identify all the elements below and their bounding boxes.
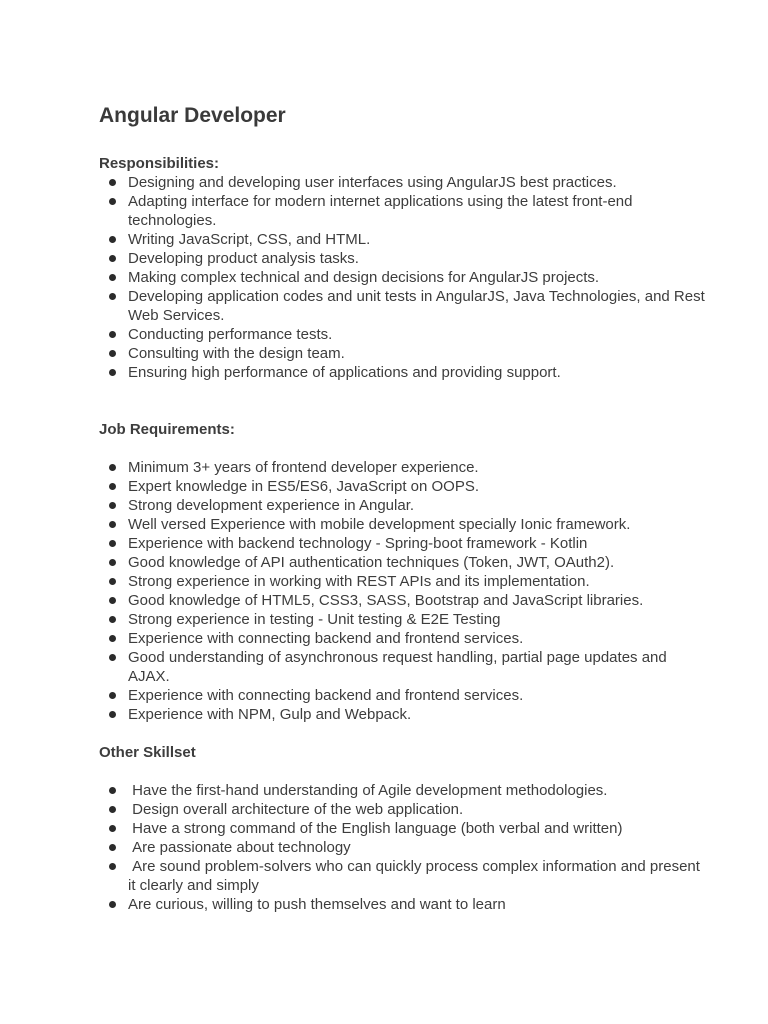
list-item: Experience with backend technology - Spring-boot framework - Kotlin: [99, 534, 708, 553]
bullet-icon: [109, 806, 116, 813]
bullet-icon: [109, 654, 116, 661]
list-item: Are passionate about technology: [99, 838, 708, 857]
list-item: Design overall architecture of the web application.: [99, 800, 708, 819]
other-skillset-list: [99, 781, 708, 914]
list-item: Good knowledge of API authentication techniques (Token, JWT, OAuth2).: [99, 553, 708, 572]
bullet-icon: [109, 236, 116, 243]
bullet-icon: [109, 844, 116, 851]
list-item: Good understanding of asynchronous request handling, partial page updates and AJAX.: [99, 648, 708, 686]
list-item: Adapting interface for modern internet applications using the latest front-end technologies.: [99, 192, 708, 230]
bullet-icon: [109, 901, 116, 908]
list-item: Experience with NPM, Gulp and Webpack.: [99, 705, 708, 724]
list-item: Well versed Experience with mobile development specially Ionic framework.: [99, 515, 708, 534]
bullet-icon: [109, 293, 116, 300]
bullet-icon: [109, 350, 116, 357]
list-item: Strong experience in testing - Unit testing & E2E Testing: [99, 610, 708, 629]
list-item: Developing product analysis tasks.: [99, 249, 708, 268]
bullet-icon: [109, 635, 116, 642]
list-item: Good knowledge of HTML5, CSS3, SASS, Bootstrap and JavaScript libraries.: [99, 591, 708, 610]
bullet-icon: [109, 559, 116, 566]
page-title: Angular Developer: [99, 104, 286, 127]
bullet-icon: [109, 825, 116, 832]
job-requirements-list: [99, 458, 708, 724]
list-item: Consulting with the design team.: [99, 344, 708, 363]
bullet-icon: [109, 597, 116, 604]
list-item: Are curious, willing to push themselves and want to learn: [99, 895, 708, 914]
list-item: Expert knowledge in ES5/ES6, JavaScript on OOPS.: [99, 477, 708, 496]
bullet-icon: [109, 464, 116, 471]
bullet-icon: [109, 863, 116, 870]
bullet-icon: [109, 274, 116, 281]
bullet-icon: [109, 198, 116, 205]
responsibilities-heading: Responsibilities:: [99, 155, 220, 172]
list-item: Strong development experience in Angular.: [99, 496, 708, 515]
bullet-icon: [109, 483, 116, 490]
bullet-icon: [109, 540, 116, 547]
list-item: Designing and developing user interfaces using AngularJS best practices.: [99, 173, 708, 192]
job-requirements-heading: Job Requirements:: [99, 421, 235, 438]
responsibilities-list: [99, 173, 708, 382]
bullet-icon: [109, 711, 116, 718]
bullet-icon: [109, 331, 116, 338]
bullet-icon: [109, 692, 116, 699]
bullet-icon: [109, 521, 116, 528]
list-item: Making complex technical and design decisions for AngularJS projects.: [99, 268, 708, 287]
list-item: Developing application codes and unit tests in AngularJS, Java Technologies, and Rest Web Services.: [99, 287, 708, 325]
list-item: Are sound problem-solvers who can quickly process complex information and present it clearly and simply: [99, 857, 708, 895]
list-item: Minimum 3+ years of frontend developer experience.: [99, 458, 708, 477]
list-item: Strong experience in working with REST APIs and its implementation.: [99, 572, 708, 591]
list-item: Have the first-hand understanding of Agile development methodologies.: [99, 781, 708, 800]
list-item: Experience with connecting backend and frontend services.: [99, 629, 708, 648]
list-item: Conducting performance tests.: [99, 325, 708, 344]
list-item: Writing JavaScript, CSS, and HTML.: [99, 230, 708, 249]
list-item: Ensuring high performance of applications and providing support.: [99, 363, 708, 382]
list-item: Experience with connecting backend and frontend services.: [99, 686, 708, 705]
other-skillset-heading: Other Skillset: [99, 744, 196, 761]
bullet-icon: [109, 578, 116, 585]
list-item: Have a strong command of the English language (both verbal and written): [99, 819, 708, 838]
bullet-icon: [109, 255, 116, 262]
bullet-icon: [109, 616, 116, 623]
bullet-icon: [109, 179, 116, 186]
bullet-icon: [109, 787, 116, 794]
bullet-icon: [109, 369, 116, 376]
bullet-icon: [109, 502, 116, 509]
